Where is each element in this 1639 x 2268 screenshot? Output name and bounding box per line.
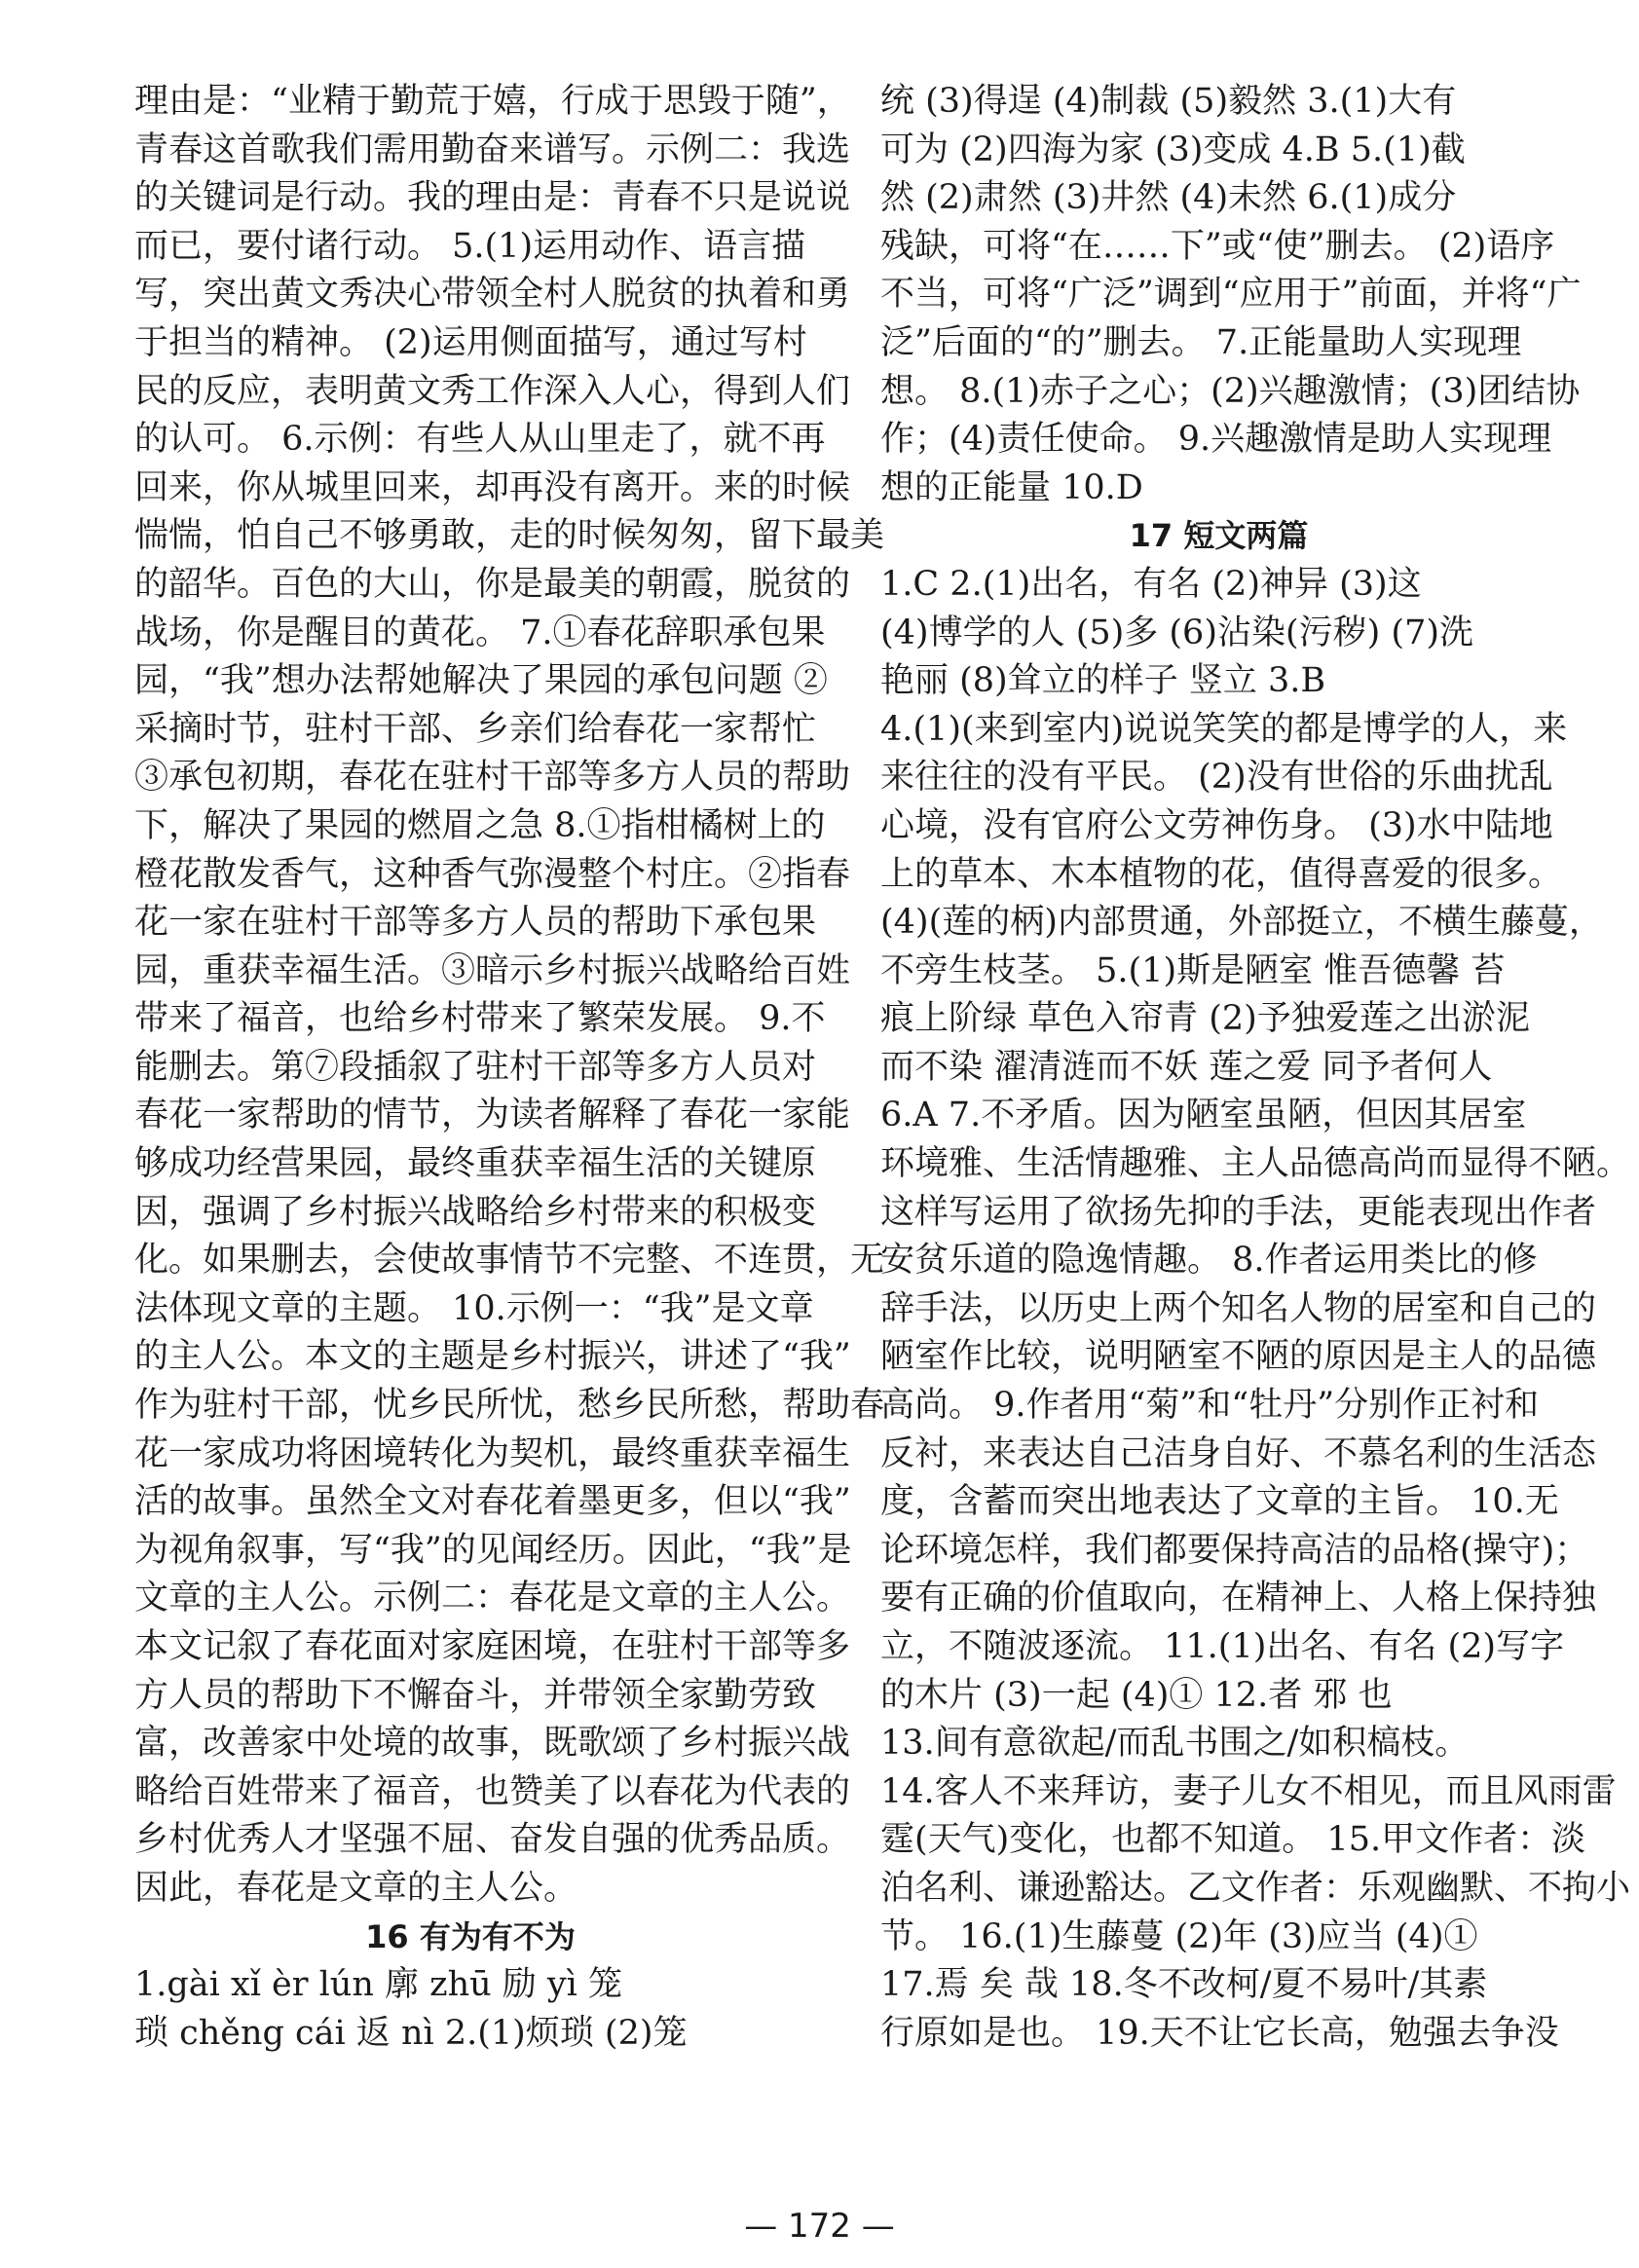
text-line: 活的故事。虽然全文对春花着墨更多，但以“我” [134,1482,851,1522]
text-line: 霆(天气)变化，也都不知道。 15.甲文作者：淡 [880,1820,1586,1860]
text-line: 13.间有意欲起/而乱书围之/如积槁枝。 [880,1724,1470,1764]
text-line: 因，强调了乡村振兴战略给乡村带来的积极变 [134,1192,817,1232]
text-line: 能删去。第⑦段插叙了驻村干部等多方人员对 [134,1047,817,1087]
text-line: 法体现文章的主题。 10.示例一：“我”是文章 [134,1288,814,1328]
text-line: 想的正能量 10.D [880,467,1143,507]
text-line: 度，含蓄而突出地表达了文章的主旨。 10.无 [880,1482,1559,1522]
text-line: 论环境怎样，我们都要保持高洁的品格(操守)； [880,1530,1589,1570]
text-line: 花一家在驻村干部等多方人员的帮助下承包果 [134,903,817,943]
text-line: 不当，可将“广泛”调到“应用于”前面，并将“广 [880,275,1582,315]
text-line: 理由是：“业精于勤荒于嬉，行成于思毁于随”， [134,82,851,121]
text-line: 可为 (2)四海为家 (3)变成 4.B 5.(1)截 [880,130,1466,169]
page-number: — 172 — [744,2207,895,2246]
text-line: 惴惴，怕自己不够勇敢，走的时候匆匆，留下最美 [134,516,885,556]
text-line: 采摘时节，驻村干部、乡亲们给春花一家帮忙 [134,709,817,749]
text-line: 不旁生枝茎。 5.(1)斯是陋室 惟吾德馨 苔 [880,950,1506,990]
text-line: 下，解决了果园的燃眉之急 8.①指柑橘树上的 [134,805,826,845]
left-answer-text [134,78,885,1914]
text-line: 方人员的帮助下不懈奋斗，并带领全家勤劳致 [134,1675,817,1715]
text-line: 1.gài xǐ èr lún 廓 zhū 励 yì 笼 [134,1965,623,2005]
text-line: 6.A 7.不矛盾。因为陋室虽陋，但因其居室 [880,1096,1527,1135]
text-line: 环境雅、生活情趣雅、主人品德高尚而显得不陋。 [880,1144,1631,1184]
text-line: 园，“我”想办法帮她解决了果园的承包问题 ② [134,661,828,701]
text-line: 然 (2)肃然 (3)井然 (4)未然 6.(1)成分 [880,178,1457,218]
right-column [880,78,1631,2058]
text-line: 战场，你是醒目的黄花。 7.①春花辞职承包果 [134,613,826,652]
text-line: 而不染 濯清涟而不妖 莲之爱 同予者何人 [880,1047,1493,1087]
text-line: 橙花散发香气，这种香气弥漫整个村庄。②指春 [134,854,851,894]
left-column [134,78,885,2058]
section-title-17: 17 短文两篇 [1129,517,1309,555]
text-line: 为视角叙事，写“我”的见闻经历。因此，“我”是 [134,1530,852,1570]
text-line: 辞手法，以历史上两个知名人物的居室和自己的 [880,1288,1597,1328]
text-line: 痕上阶绿 草色入帘青 (2)予独爱莲之出淤泥 [880,999,1530,1039]
text-line: 花一家成功将困境转化为契机，最终重获幸福生 [134,1433,851,1473]
text-line: ③承包初期，春花在驻村干部等多方人员的帮助 [134,758,851,798]
text-line: 因此，春花是文章的主人公。 [134,1868,578,1908]
right-section-17-text [880,561,1631,2058]
text-line: 作为驻村干部，忧乡民所忧，愁乡民所愁，帮助春 [134,1386,885,1426]
text-line: 想。 8.(1)赤子之心；(2)兴趣激情；(3)团结协 [880,371,1581,411]
text-line: 写，突出黄文秀决心带领全村人脱贫的执着和勇 [134,275,851,315]
text-line: 略给百姓带来了福音，也赞美了以春花为代表的 [134,1771,851,1811]
text-line: 安贫乐道的隐逸情趣。 8.作者运用类比的修 [880,1241,1538,1281]
text-line: 陋室作比较，说明陋室不陋的原因是主人的品德 [880,1337,1597,1377]
text-line: 泛”后面的“的”删去。 7.正能量助人实现理 [880,322,1522,362]
right-answer-text [880,78,1582,512]
text-line: 作；(4)责任使命。 9.兴趣激情是助人实现理 [880,420,1552,460]
text-line: 富，改善家中处境的故事，既歌颂了乡村振兴战 [134,1724,851,1764]
text-line: 的主人公。本文的主题是乡村振兴，讲述了“我” [134,1337,851,1377]
text-line: 青春这首歌我们需用勤奋来谱写。示例二：我选 [134,130,851,169]
text-line: 1.C 2.(1)出名，有名 (2)神异 (3)这 [880,564,1422,604]
text-line: 4.(1)(来到室内)说说笑笑的都是博学的人，来 [880,709,1568,749]
text-line: 琐 chěng cái 返 nì 2.(1)烦琐 (2)笼 [134,2013,688,2053]
text-line: 的木片 (3)一起 (4)① 12.者 邪 也 [880,1675,1393,1715]
text-line: 行原如是也。 19.天不让它长高，勉强去争没 [880,2013,1559,2053]
text-line: 而已，要付诸行动。 5.(1)运用动作、语言描 [134,226,806,266]
text-line: 高尚。 9.作者用“菊”和“牡丹”分别作正衬和 [880,1386,1540,1426]
text-line: 艳丽 (8)耸立的样子 竖立 3.B [880,661,1326,701]
text-line: 乡村优秀人才坚强不屈、奋发自强的优秀品质。 [134,1820,851,1860]
text-line: 来往往的没有平民。 (2)没有世俗的乐曲扰乱 [880,758,1553,798]
text-line: 要有正确的价值取向，在精神上、人格上保持独 [880,1579,1597,1618]
text-line: 残缺，可将“在……下”或“使”删去。 (2)语序 [880,226,1555,266]
text-line: 泊名利、谦逊豁达。乙文作者：乐观幽默、不拘小 [880,1868,1631,1908]
text-line: 园，重获幸福生活。③暗示乡村振兴战略给百姓 [134,950,851,990]
text-line: 的韶华。百色的大山，你是最美的朝霞，脱贫的 [134,564,851,604]
text-line: 这样写运用了欲扬先抑的手法，更能表现出作者 [880,1192,1597,1232]
text-line: 回来，你从城里回来，却再没有离开。来的时候 [134,467,851,507]
text-line: (4)(莲的柄)内部贯通，外部挺立，不横生藤蔓， [880,903,1603,943]
text-line: 立，不随波逐流。 11.(1)出名、有名 (2)写字 [880,1627,1565,1666]
text-line: 化。如果删去，会使故事情节不完整、不连贯，无 [134,1241,885,1281]
text-line: 民的反应，表明黄文秀工作深入人心，得到人们 [134,371,851,411]
text-line: 心境，没有官府公文劳神伤身。 (3)水中陆地 [880,805,1553,845]
text-line: 于担当的精神。 (2)运用侧面描写，通过写村 [134,322,807,362]
text-line: 带来了福音，也给乡村带来了繁荣发展。 9.不 [134,999,826,1039]
text-line: 14.客人不来拜访，妻子儿女不相见，而且风雨雷 [880,1771,1617,1811]
text-line: 反衬，来表达自己洁身自好、不慕名利的生活态 [880,1433,1597,1473]
text-line: (4)博学的人 (5)多 (6)沾染(污秽) (7)洗 [880,613,1473,652]
text-line: 够成功经营果园，最终重获幸福生活的关键原 [134,1144,817,1184]
text-line: 17.焉 矣 哉 18.冬不改柯/夏不易叶/其素 [880,1965,1488,2005]
text-line: 春花一家帮助的情节，为读者解释了春花一家能 [134,1096,851,1135]
text-line: 上的草本、木本植物的花，值得喜爱的很多。 [880,854,1563,894]
text-line: 节。 16.(1)生藤蔓 (2)年 (3)应当 (4)① [880,1916,1478,1956]
text-line: 的关键词是行动。我的理由是：青春不只是说说 [134,178,851,218]
text-line: 的认可。 6.示例：有些人从山里走了，就不再 [134,420,826,460]
text-line: 文章的主人公。示例二：春花是文章的主人公。 [134,1579,851,1618]
left-section-16-text [134,1961,806,2058]
text-line: 本文记叙了春花面对家庭困境，在驻村干部等多 [134,1627,851,1666]
section-title-16: 16 有为有不为 [365,1917,576,1955]
text-line: 统 (3)得逞 (4)制裁 (5)毅然 3.(1)大有 [880,82,1457,121]
